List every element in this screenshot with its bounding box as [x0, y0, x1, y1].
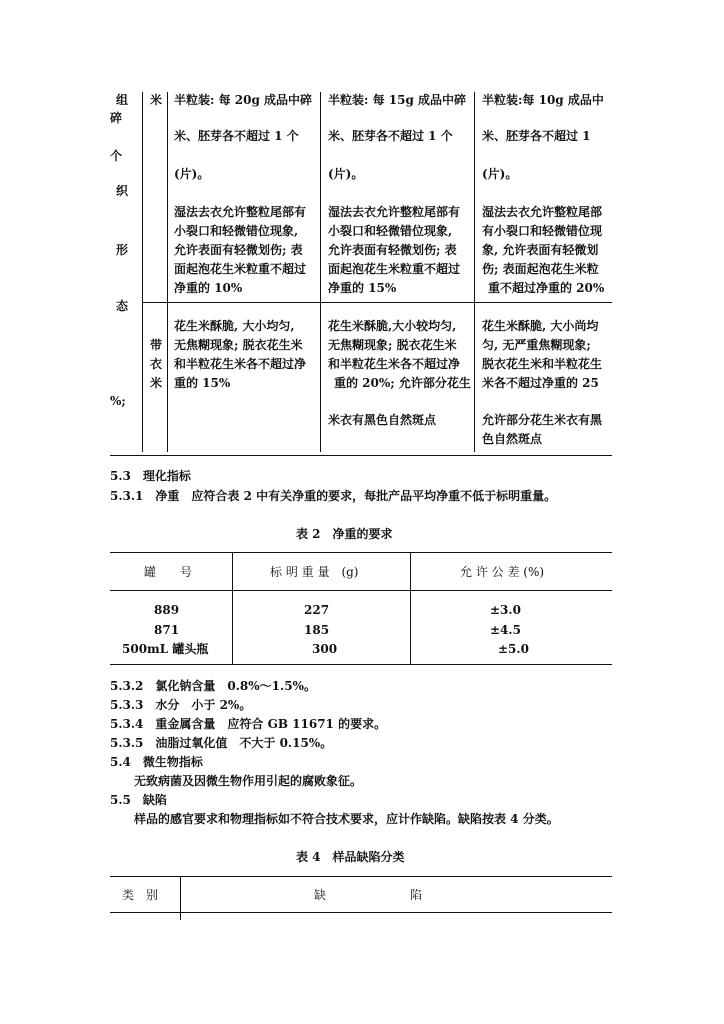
table-2-bottom-rule: [110, 664, 612, 665]
table-vline-1: [142, 92, 143, 452]
table-2-caption: 表 2 净重的要求: [296, 527, 393, 541]
label-sui: 碎: [110, 111, 123, 125]
table-2-header-weight: 标 明 重 量 (g): [270, 565, 359, 579]
table-2-row-1-weight: 227: [304, 603, 330, 617]
group-c2-line1: 半粒装: 每 15g 成品中碎: [328, 93, 467, 107]
shape-c3-line1: 湿法去衣允许整粒尾部: [482, 205, 603, 219]
shape-c1-line5: 净重的 10%: [174, 281, 243, 295]
table-2-row-3-can: 500mL 罐头瓶: [122, 642, 209, 656]
group-c2-line3: (片)。: [328, 167, 364, 181]
shape-c1-line4: 面起泡花生米粒重不超过: [174, 262, 307, 276]
section-5-4-body: 无致病菌及因微生物作用引起的腐败象征。: [134, 774, 363, 788]
coat-c3-line4: 米各不超过净重的 25: [482, 376, 599, 390]
table-4-top-rule: [110, 876, 612, 877]
label-zhi: 织: [116, 184, 129, 198]
coat-c1-line2: 无焦糊现象; 脱衣花生米: [174, 338, 303, 352]
sub-mi: 米: [150, 93, 163, 107]
table-vline-4: [474, 92, 475, 452]
table-2-row-1-tolerance: ±3.0: [490, 603, 521, 617]
table-2-header-tolerance: 允 许 公 差 (%): [460, 565, 545, 579]
section-5-3: 5.3 理化指标: [110, 469, 191, 483]
coat-c1-line3: 和半粒花生米各不超过净: [174, 357, 307, 371]
shape-c2-line1: 湿法去衣允许整粒尾部有: [328, 205, 461, 219]
group-c3-line3: (片)。: [482, 167, 518, 181]
coat-c2-line3: 和半粒花生米各不超过净: [328, 357, 461, 371]
group-c1-line3: (片)。: [174, 167, 210, 181]
coat-c1-line1: 花生米酥脆, 大小均匀,: [174, 319, 295, 333]
coat-c2-line5: 米衣有黑色自然斑点: [328, 413, 437, 427]
label-zu: 组: [116, 93, 129, 107]
group-c1-line1: 半粒装: 每 20g 成品中碎: [174, 93, 313, 107]
group-c3-line2: 米、胚芽各不超过 1: [482, 129, 591, 143]
coat-c1-line4: 重的 15%: [174, 376, 231, 390]
sub-mi-2: 米: [150, 376, 163, 390]
table-row-divider: [142, 302, 612, 303]
table-2-row-2-tolerance: ±4.5: [490, 623, 521, 637]
table-vline-2: [167, 92, 168, 452]
table-4-header-category: 类 别: [122, 888, 159, 902]
table-2-row-2-can: 871: [154, 623, 180, 637]
section-5-3-4: 5.3.4 重金属含量 应符合 GB 11671 的要求。: [110, 717, 387, 731]
shape-c2-line4: 面起泡花生米粒重不超过: [328, 262, 461, 276]
table-vline-3: [320, 92, 321, 452]
table-2-header-can: 罐 号: [144, 565, 193, 579]
section-5-3-3: 5.3.3 水分 小于 2%。: [110, 698, 252, 712]
label-xing: 形: [116, 243, 129, 257]
shape-c2-line2: 小裂口和轻微错位现象,: [328, 224, 453, 238]
table-2-row-2-weight: 185: [304, 623, 330, 637]
label-tai: 态: [116, 299, 129, 313]
section-5-3-2: 5.3.2 氯化钠含量 0.8%～1.5%。: [110, 679, 316, 693]
section-5-5: 5.5 缺陷: [110, 793, 167, 807]
shape-c1-line1: 湿法去衣允许整粒尾部有: [174, 205, 307, 219]
table-2-header-rule: [110, 590, 612, 591]
group-c1-line2: 米、胚芽各不超过 1 个: [174, 129, 299, 143]
shape-c2-line5: 净重的 15%: [328, 281, 397, 295]
shape-c3-line4: 伤; 表面起泡花生米粒: [482, 262, 599, 276]
top-table-bottom-rule: [110, 455, 612, 456]
table-2-vline-1: [232, 552, 233, 664]
coat-c3-line5: %;: [110, 394, 126, 408]
table-2-row-1-can: 889: [154, 603, 180, 617]
coat-c2-line1: 花生米酥脆,大小较均匀,: [328, 319, 457, 333]
table-2-row-3-tolerance: ±5.0: [498, 642, 529, 656]
shape-c3-line5: 重不超过净重的 20%: [488, 281, 605, 295]
coat-c3-line2: 匀, 无严重焦糊现象;: [482, 338, 591, 352]
table-4-vline: [180, 876, 181, 920]
section-5-4: 5.4 微生物指标: [110, 755, 203, 769]
table-4-caption: 表 4 样品缺陷分类: [296, 850, 405, 864]
shape-c3-line2: 有小裂口和轻微错位现: [482, 224, 603, 238]
sub-yi: 衣: [150, 357, 163, 371]
shape-c1-line2: 小裂口和轻微错位现象,: [174, 224, 299, 238]
shape-c1-line3: 允许表面有轻微划伤; 表: [174, 243, 303, 257]
coat-c3-line6: 允许部分花生米衣有黑: [482, 413, 603, 427]
section-5-3-1: 5.3.1 净重 应符合表 2 中有关净重的要求，每批产品平均净重不低于标明重量。: [110, 489, 557, 503]
coat-c2-line4: 重的 20%; 允许部分花生: [334, 376, 471, 390]
group-c2-line2: 米、胚芽各不超过 1 个: [328, 129, 453, 143]
coat-c3-line1: 花生米酥脆, 大小尚均: [482, 319, 599, 333]
coat-c3-line7: 色自然斑点: [482, 432, 543, 446]
label-ge: 个: [110, 149, 123, 163]
coat-c3-line3: 脱衣花生米和半粒花生: [482, 357, 603, 371]
table-2-row-3-weight: 300: [312, 642, 338, 656]
table-2-vline-2: [410, 552, 411, 664]
coat-c2-line2: 无焦糊现象; 脱衣花生米: [328, 338, 457, 352]
section-5-3-5: 5.3.5 油脂过氧化值 不大于 0.15%。: [110, 736, 333, 750]
group-c3-line1: 半粒装:每 10g 成品中: [482, 93, 604, 107]
table-4-header-rule: [110, 912, 612, 913]
section-5-5-body: 样品的感官要求和物理指标如不符合技术要求，应计作缺陷。缺陷按表 4 分类。: [134, 812, 559, 826]
sub-dai: 带: [150, 338, 163, 352]
shape-c2-line3: 允许表面有轻微划伤; 表: [328, 243, 457, 257]
shape-c3-line3: 象, 允许表面有轻微划: [482, 243, 599, 257]
table-2-top-rule: [110, 552, 612, 553]
table-4-header-defect: 缺 陷: [314, 888, 423, 902]
